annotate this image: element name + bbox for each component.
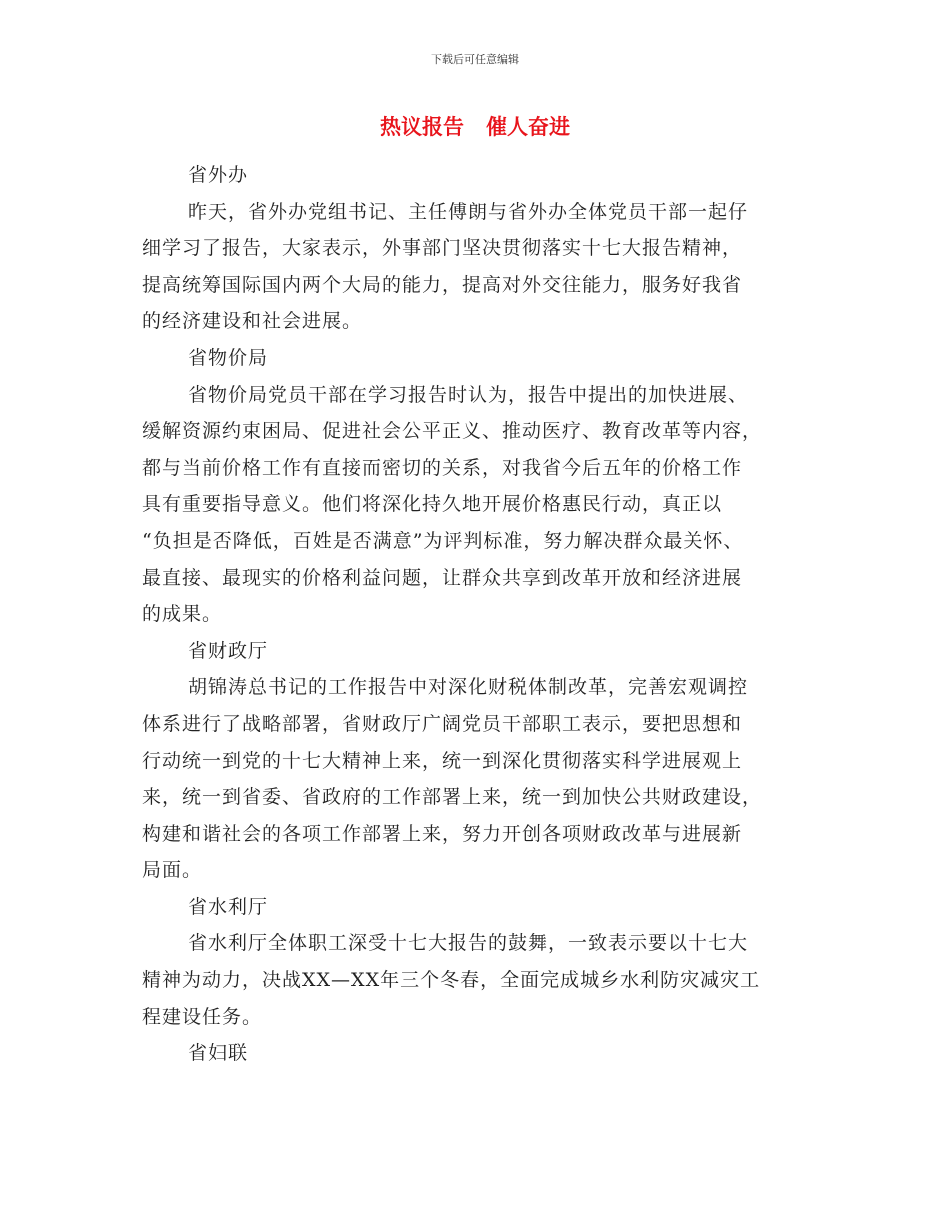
paragraph-line: 构建和谐社会的各项工作部署上来，努力开创各项财政改革与进展新 <box>142 822 743 845</box>
document-body <box>142 157 808 1072</box>
paragraph-line: 的成果。 <box>142 603 223 626</box>
document-title <box>0 112 950 142</box>
paragraph-line: 来，统一到省委、省政府的工作部署上来，统一到加快公共财政建设， <box>142 786 763 809</box>
paragraph-line: 行动统一到党的十七大精神上来，统一到深化贯彻落实科学进展观上 <box>142 749 743 772</box>
paragraph-line: 的经济建设和社会进展。 <box>142 310 363 333</box>
document-title-part1: 热议报告 <box>380 115 464 139</box>
paragraph-price-bureau <box>142 377 808 633</box>
section-heading-womens-federation: 省妇联 <box>188 1042 249 1065</box>
section-heading-foreign-affairs: 省外办 <box>188 164 249 186</box>
paragraph-line: “负担是否降低，百姓是否满意”为评判标准，努力解决群众最关怀、 <box>142 529 744 552</box>
paragraph-line: 省水利厅全体职工深受十七大报告的鼓舞，一致表示要以十七大 <box>188 932 749 955</box>
section-heading-water-resources: 省水利厅 <box>188 895 269 918</box>
paragraph-line: 最直接、最现实的价格利益问题，让群众共享到改革开放和经济进展 <box>142 566 743 589</box>
document-title-part2: 催人奋进 <box>486 115 570 139</box>
paragraph-water-resources <box>142 925 808 1035</box>
paragraph-foreign-affairs <box>142 194 808 340</box>
paragraph-line: 胡锦涛总书记的工作报告中对深化财税体制改革，完善宏观调控 <box>188 676 749 699</box>
paragraph-line: 缓解资源约束困局、促进社会公平正义、推动医疗、教育改革等内容， <box>142 420 763 443</box>
paragraph-line: 局面。 <box>142 859 203 882</box>
paragraph-line: 都与当前价格工作有直接而密切的关系，对我省今后五年的价格工作 <box>142 456 743 479</box>
paragraph-line: 提高统筹国际国内两个大局的能力，提高对外交往能力，服务好我省 <box>142 273 743 296</box>
section-heading-price-bureau: 省物价局 <box>188 346 269 369</box>
paragraph-line: 精神为动力，决战XX—XX年三个冬春，全面完成城乡水利防灾减灾工 <box>142 969 761 992</box>
paragraph-finance-department <box>142 669 808 889</box>
section-heading-finance-department: 省财政厅 <box>188 639 269 662</box>
paragraph-line: 细学习了报告，大家表示，外事部门坚决贯彻落实十七大报告精神， <box>142 237 743 260</box>
paragraph-line: 省物价局党员干部在学习报告时认为，报告中提出的加快进展、 <box>188 383 749 406</box>
page-header-note: 下载后可任意编辑 <box>431 53 519 66</box>
paragraph-line: 体系进行了战略部署，省财政厅广阔党员干部职工表示，要把思想和 <box>142 712 743 735</box>
paragraph-line: 程建设任务。 <box>142 1005 263 1028</box>
paragraph-line: 具有重要指导意义。他们将深化持久地开展价格惠民行动，真正以 <box>142 493 723 516</box>
paragraph-line: 昨天，省外办党组书记、主任傅朗与省外办全体党员干部一起仔 <box>188 200 749 223</box>
